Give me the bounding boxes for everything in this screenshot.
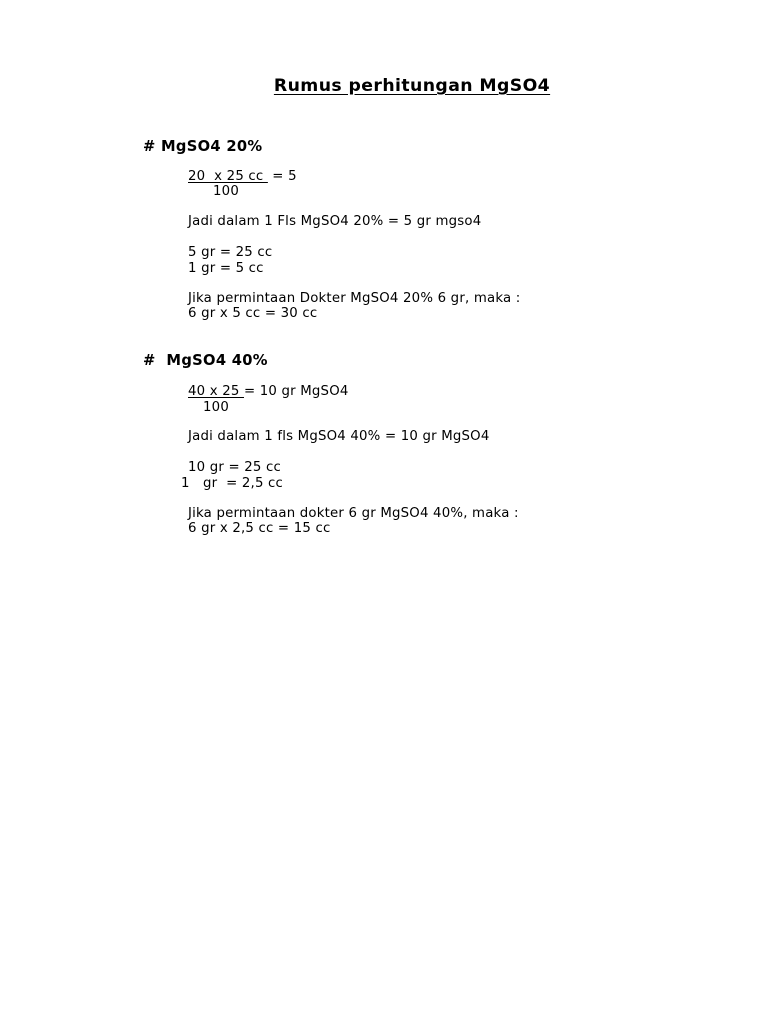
section1-fraction-denominator: 100 [213, 184, 239, 199]
page-title-text: Rumus perhitungan MgSO4 [273, 76, 551, 96]
section1-conclusion: Jadi dalam 1 Fls MgSO4 20% = 5 gr mgso4 [188, 214, 482, 229]
section2-heading: # MgSO4 40% [143, 352, 268, 369]
section2-fraction-result: = 10 gr MgSO4 [244, 384, 349, 399]
section1-request: Jika permintaan Dokter MgSO4 20% 6 gr, maka : [188, 291, 521, 306]
section2-equivalence-2: 1 gr = 2,5 cc [181, 476, 284, 491]
section2-conclusion: Jadi dalam 1 fls MgSO4 40% = 10 gr MgSO4 [188, 429, 490, 444]
section1-result: 6 gr x 5 cc = 30 cc [188, 306, 318, 321]
section2-equivalence-1: 10 gr = 25 cc [188, 460, 282, 475]
section2-fraction-numerator: 40 x 25 [188, 384, 244, 399]
page-title [0, 76, 768, 96]
section1-equivalence-2: 1 gr = 5 cc [188, 261, 264, 276]
section2-fraction-denominator: 100 [203, 400, 229, 415]
section1-fraction-line [188, 169, 297, 185]
section1-fraction-result: = 5 [267, 169, 297, 184]
section1-heading: # MgSO4 20% [143, 138, 263, 155]
section2-result: 6 gr x 2,5 cc = 15 cc [188, 521, 331, 536]
section2-request: Jika permintaan dokter 6 gr MgSO4 40%, maka : [188, 506, 519, 521]
section1-fraction-numerator: 20 x 25 cc [188, 169, 268, 184]
section2-fraction-line [188, 384, 349, 400]
section1-equivalence-1: 5 gr = 25 cc [188, 245, 273, 260]
